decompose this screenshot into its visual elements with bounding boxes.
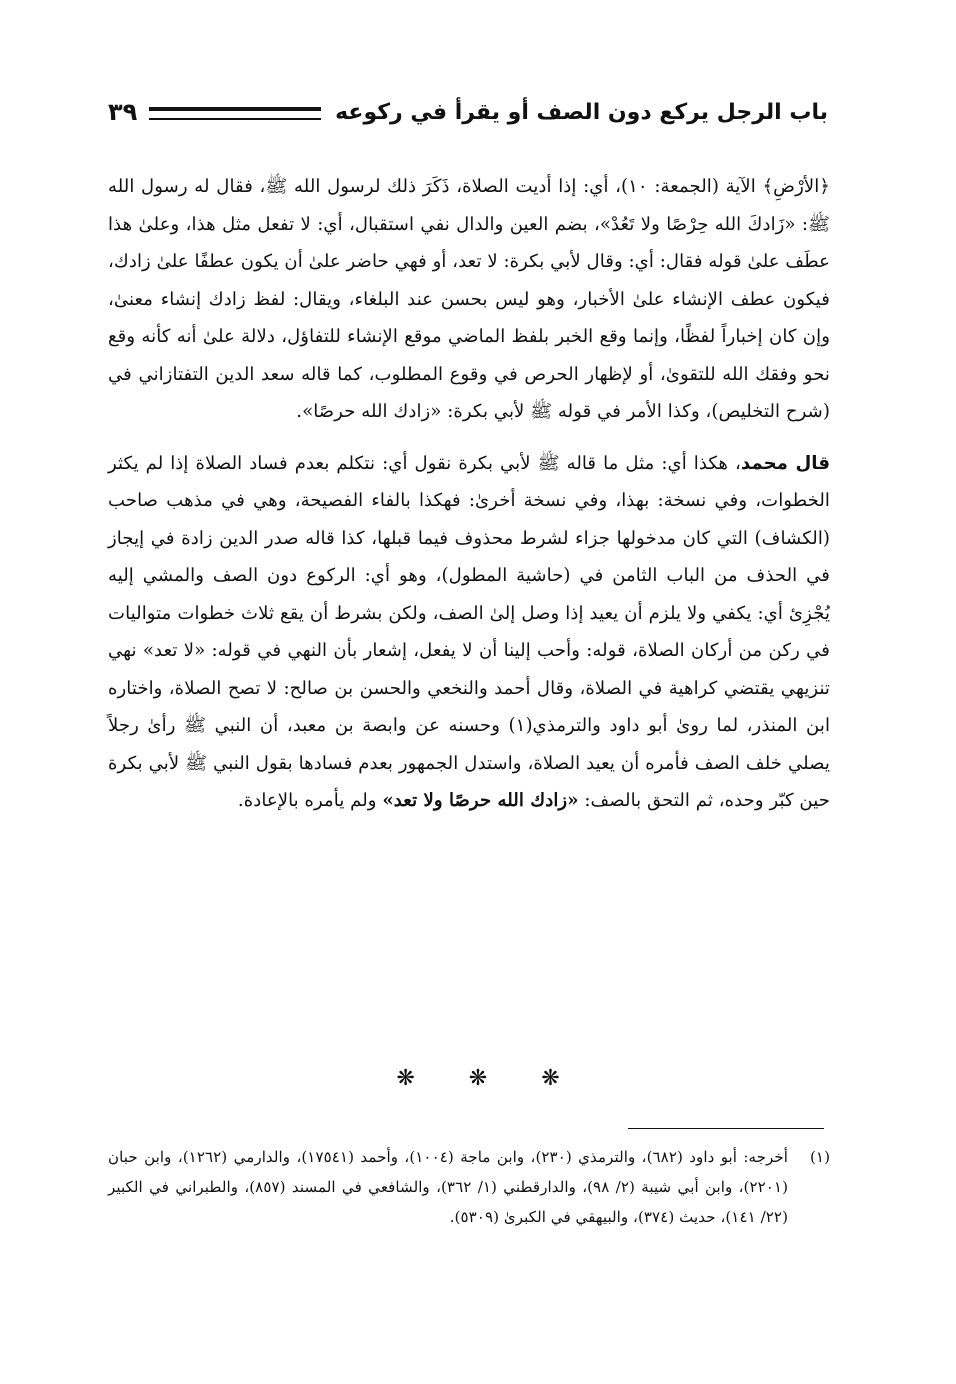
hadith-quote: «زادك الله حرصًا ولا تعد» (382, 790, 579, 811)
section-separator (0, 1066, 956, 1091)
footnote-rule (628, 1128, 824, 1129)
running-header (108, 92, 828, 132)
paragraph: ﴿الأرْضِ﴾ الآية (الجمعة: ١٠)، أي: إذا أديت الصلاة، ذَكَرَ ذلك لرسول الله ﷺ، فقال له رسول الله ﷺ: «زَادكَ الله حِرْصًا ولا تَعُدْ»، بضم العين والدال نفي استقبال، أي: لا تفعل مثل هذا، وعلىٰ هذا عطَف علىٰ قوله فقال: أي: وقال لأبي بكرة: لا تعد، أو فهي حاضر علىٰ أن يكون عطفًا علىٰ زادك، فيكون عطف الإنشاء علىٰ الأخبار، وهو ليس بحسن عند البلغاء، ويقال: لفظ زادك إنشاء معنىٰ، وإن كان إخباراً لفظًا، وإنما وقع الخبر بلفظ الماضي موقع الإنشاء للتفاؤل، دلالة علىٰ أنه كأنه وقع نحو وفقك الله للتقوىٰ، أو لإظهار الحرص في وقوع المطلوب، كما قاله سعد الدين التفتازاني في (شرح التخليص)، وكذا الأمر في قوله ﷺ لأبي بكرة: «زادك الله حرصًا». (108, 176, 830, 422)
star-ornament-icon: ❋ (396, 1066, 415, 1091)
footnote (108, 1142, 830, 1232)
header-rule (149, 107, 321, 120)
page-number: ٣٩ (108, 98, 138, 126)
footnote-number: (١) (809, 1148, 830, 1166)
paragraph (108, 445, 830, 820)
chapter-title: باب الرجل يركع دون الصف أو يقرأ في ركوعه (335, 99, 828, 125)
footnote-text: أخرجه: أبو داود (٦٨٢)، والترمذي (٢٣٠)، وابن ماجة (١٠٠٤)، وأحمد (١٧٥٤١)، والدارمي (١٢٦٢)، وابن حبان (٢٢٠١)، وابن أبي شيبة (٢/ ٩٨)، والدارقطني (١/ ٣٦٢)، والشافعي في المسند (٨٥٧)، والطبراني في الكبير (٢٢/ ١٤١)، حديث (٣٧٤)، والبيهقي في الكبرىٰ (٥٣٠٩). (108, 1148, 789, 1226)
star-ornament-icon: ❋ (468, 1066, 488, 1091)
paragraph-text: ، هكذا أي: مثل ما قاله ﷺ لأبي بكرة نقول أي: نتكلم بعدم فساد الصلاة إذا لم يكثر الخطوات، وفي نسخة: بهذا، وفي نسخة أخرىٰ: فهكذا بالفاء الفصيحة، وهي في مذهب صاحب (الكشاف) التي كان مدخولها جزاء لشرط محذوف فيما قبلها، كذا قاله صدر الدين زادة في إيجاز في الحذف من الباب الثامن في (حاشية المطول)، وهو أي: الركوع دون الصف والمشي إليه يُجْزِئ أي: يكفي ولا يلزم أن يعيد إذا وصل إلىٰ الصف، ولكن بشرط أن يقع ثلاث خطوات متواليات في ركن من أركان الصلاة، قوله: وأحب إلينا أن لا يفعل، إشعار بأن النهي في قوله: «لا تعد» نهي تنزيهي يقتضي كراهية في الصلاة، وقال أحمد والنخعي والحسن بن صالح: لا تصح الصلاة، واختاره ابن المنذر، لما روىٰ أبو داود والترمذي(١) وحسنه عن وابصة بن معبد، أن النبي ﷺ رأىٰ رجلاً يصلي خلف الصف فأمره أن يعيد الصلاة، واستدل الجمهور بعدم فسادها بقول النبي ﷺ لأبي بكرة حين كبّر وحده، ثم التحق بالصف: (108, 452, 830, 811)
speaker-label: قال محمد (740, 452, 831, 474)
paragraph-ending: ولم يأمره بالإعادة. (237, 790, 383, 811)
main-text (108, 168, 830, 820)
star-ornament-icon: ❋ (541, 1066, 560, 1091)
